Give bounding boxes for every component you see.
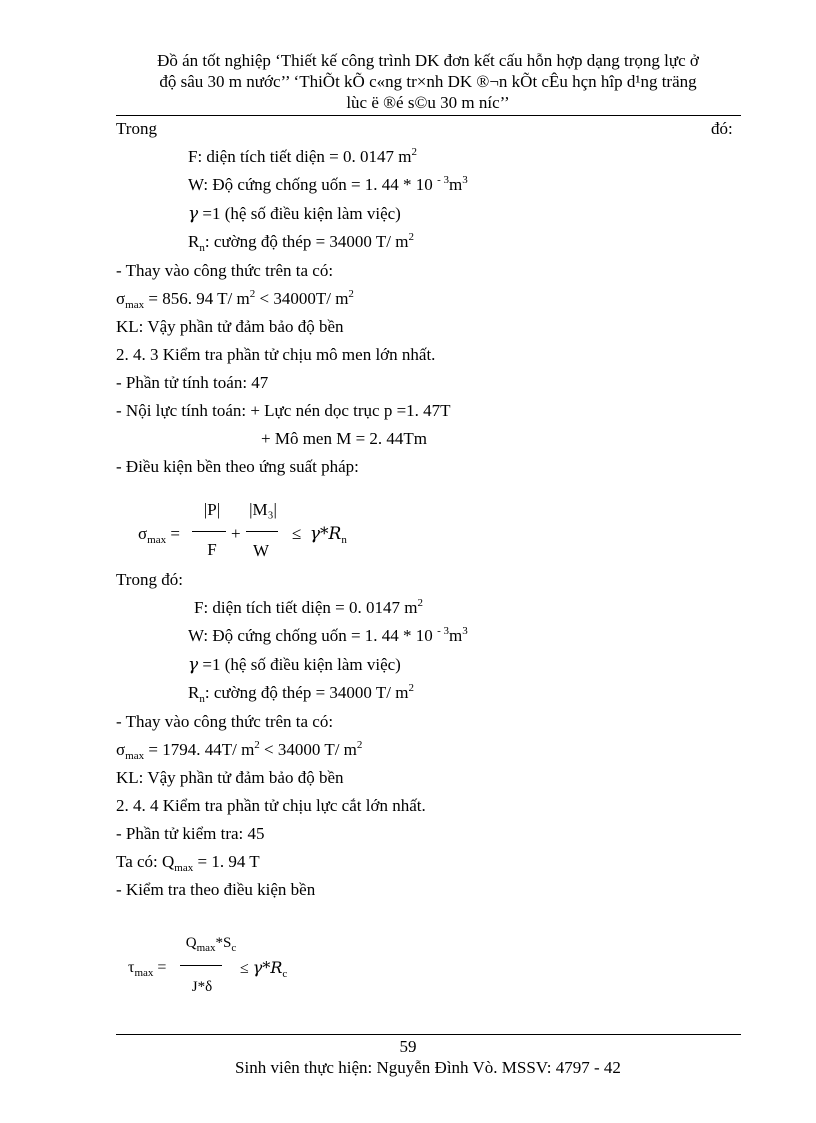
element-number: - Phần tử tính toán: 47	[116, 373, 269, 392]
formula-denominator: J*δ	[191, 979, 213, 995]
do-label: đó:	[711, 119, 733, 138]
header-line-2: độ sâu 30 m nước’’ ‘ThiÕt kÕ c«ng tr×nh DK ®¬n kÕt cÊu hçn hîp d¹ng träng	[159, 72, 697, 91]
w-definition: W: Độ cứng chống uốn = 1. 44 * 10 $^{- 3}m^3$	[188, 174, 468, 194]
header-rule	[116, 115, 741, 116]
fraction-bar	[180, 965, 222, 966]
substitute-text: - Thay vào công thức trên ta có:	[116, 712, 334, 731]
shear-force-value: Ta có: $Q_{max} = 1$. 94 T	[116, 852, 260, 874]
formula-lhs: $\tau_{max}$ =	[128, 959, 167, 979]
formula-num-1: |P|	[203, 500, 221, 519]
page-number: 59	[399, 1037, 417, 1056]
formula-plus: +	[231, 524, 241, 543]
internal-force-2: + Mô men M = 2. 44Tm	[261, 429, 428, 448]
strength-condition: - Kiểm tra theo điều kiện bền	[116, 880, 316, 899]
fraction-bar-1	[192, 531, 226, 532]
formula-den-2: W	[252, 541, 270, 560]
conclusion: KL: Vậy phần tử đảm bảo độ bền	[116, 768, 344, 787]
sigma-result: $\sigma_{max} = 1794$. 44T/ $m^2 < 34000$ T/ $m^2$	[116, 739, 363, 762]
w-definition: W: Độ cứng chống uốn = 1. 44 * 10 $^{- 3}m^3$	[188, 625, 468, 645]
formula-rhs: ≤ $\gamma*R_c$	[240, 958, 288, 980]
section-heading: 2. 4. 4 Kiểm tra phần tử chịu lực cắt lớn nhất.	[116, 796, 426, 815]
trong-do-label: Trong đó:	[116, 570, 183, 589]
header-line-1: Đồ án tốt nghiệp ‘Thiết kế công trình DK đơn kết cấu hỗn hợp dạng trọng lực ở	[157, 51, 699, 70]
f-definition: F: diện tích tiết diện = 0. 0147 $m^2$	[188, 146, 417, 166]
header-line-3: lùc ë ®é s©u 30 m níc’’	[346, 93, 510, 112]
element-number: - Phần tử kiểm tra: 45	[116, 824, 265, 843]
f-definition: F: diện tích tiết diện = 0. 0147 $m^2$	[194, 597, 423, 617]
rn-definition: $R_n$: cường độ thép = 34000 T/ $m^2$	[188, 682, 414, 705]
conclusion: KL: Vậy phần tử đảm bảo độ bền	[116, 317, 344, 336]
formula-lhs: $\sigma_{max}$ =	[138, 524, 180, 546]
formula-rhs: ≤ $\gamma*R_n$	[292, 524, 347, 546]
footer-rule	[116, 1034, 741, 1035]
document-header	[116, 50, 740, 113]
formula-numerator: $Q_{max}*S_c$	[185, 935, 237, 954]
rn-definition: $R_n$: cường độ thép = 34000 T/ $m^2$	[188, 231, 414, 254]
fraction-bar-2	[246, 531, 278, 532]
section-heading: 2. 4. 3 Kiểm tra phần tử chịu mô men lớn nhất.	[116, 345, 436, 364]
gamma-definition: γ =1 (hệ số điều kiện làm việc)	[188, 204, 401, 224]
sigma-result: $\sigma_{max} = 856$. 94 T/ $m^2 < 34000T/$ $m^2$	[116, 288, 354, 311]
substitute-text: - Thay vào công thức trên ta có:	[116, 261, 334, 280]
student-footer: Sinh viên thực hiện: Nguyễn Đình Vò. MSSV: 4797 - 42	[235, 1058, 621, 1077]
strength-condition: - Điều kiện bền theo ứng suất pháp:	[116, 457, 359, 476]
formula-num-2: |M₃|	[249, 500, 277, 519]
gamma-definition: γ =1 (hệ số điều kiện làm việc)	[188, 655, 401, 675]
trong-label: Trong	[116, 119, 157, 138]
internal-force-1: - Nội lực tính toán: + Lực nén dọc trục p =1. 47T	[116, 401, 451, 420]
formula-den-1: F	[207, 540, 217, 559]
